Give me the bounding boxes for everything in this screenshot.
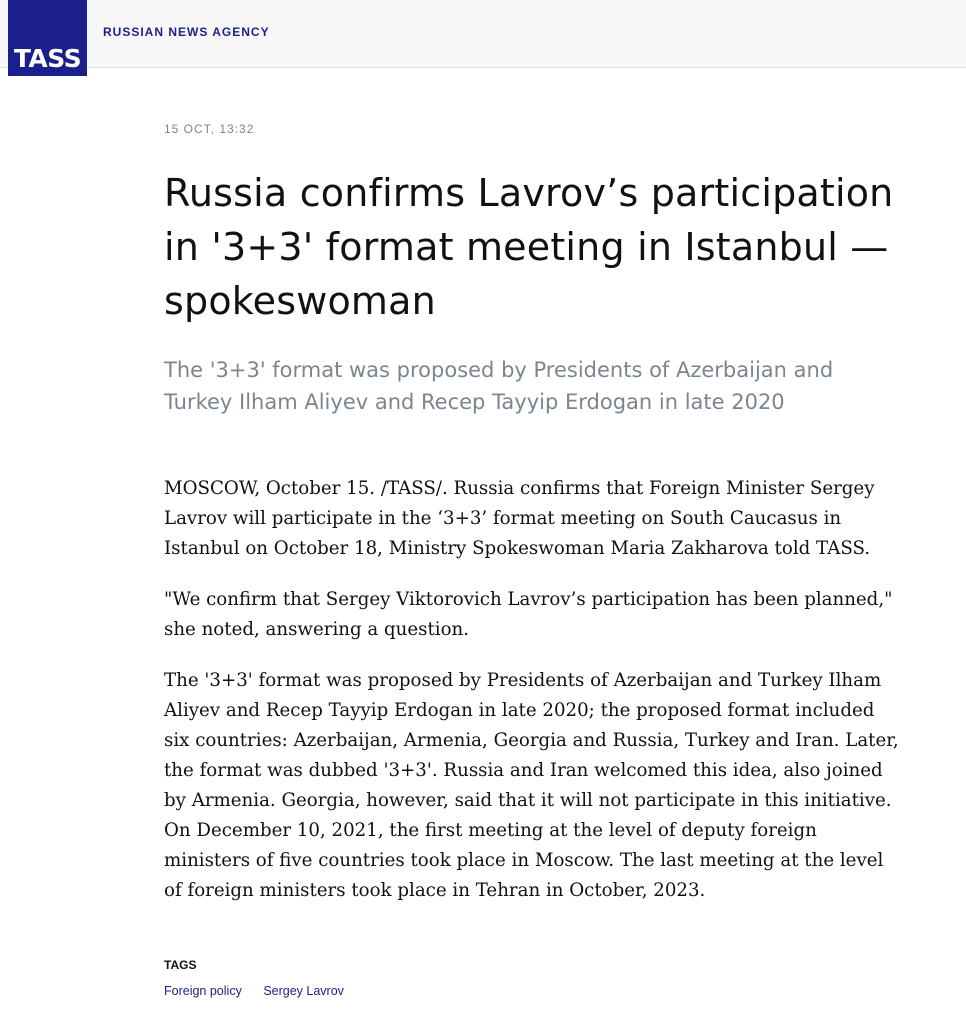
article-paragraph: MOSCOW, October 15. /TASS/. Russia confirms that Foreign Minister Sergey Lavrov will participate in the ‘3+3’ format meeting on South Caucasus in Istanbul on October 18, Ministry Spokeswoman Maria Zakharova told TASS. [164,478,875,559]
article-lead: The '3+3' format was proposed by Presidents of Azerbaijan and Turkey Ilham Aliyev and Recep Tayyip Erdogan in late 2020 [164,358,834,414]
article-date: 15 OCT, 13:32 [164,122,255,136]
tags-heading: TAGS [164,958,197,972]
article-title: Russia confirms Lavrov’s participation in '3+3' format meeting in Istanbul — spokeswoman [164,171,894,323]
article-body [164,474,904,927]
tag-sergey-lavrov[interactable]: Sergey Lavrov [263,984,344,998]
agency-label: RUSSIAN NEWS AGENCY [103,25,270,39]
logo-text: TASS [13,44,82,73]
tags-list [164,984,362,998]
tag-foreign-policy[interactable]: Foreign policy [164,984,242,998]
site-header [0,0,966,68]
article-paragraph: "We confirm that Sergey Viktorovich Lavrov’s participation has been planned," she noted, answering a question. [164,589,893,640]
tass-logo[interactable] [8,0,87,76]
article-paragraph: The '3+3' format was proposed by Presidents of Azerbaijan and Turkey Ilham Aliyev and Recep Tayyip Erdogan in late 2020; the proposed format included six countries: Azerbaijan, Armenia, Georgia and Russia, Turkey and Iran. Later, the format was dubbed '3+3'. Russia and Iran welcomed this idea, also joined by Armenia. Georgia, however, said that it will not participate in this initiative. On December 10, 2021, the first meeting at the level of deputy foreign ministers of five countries took place in Moscow. The last meeting at the level of foreign ministers took place in Tehran in October, 2023. [164,670,899,901]
